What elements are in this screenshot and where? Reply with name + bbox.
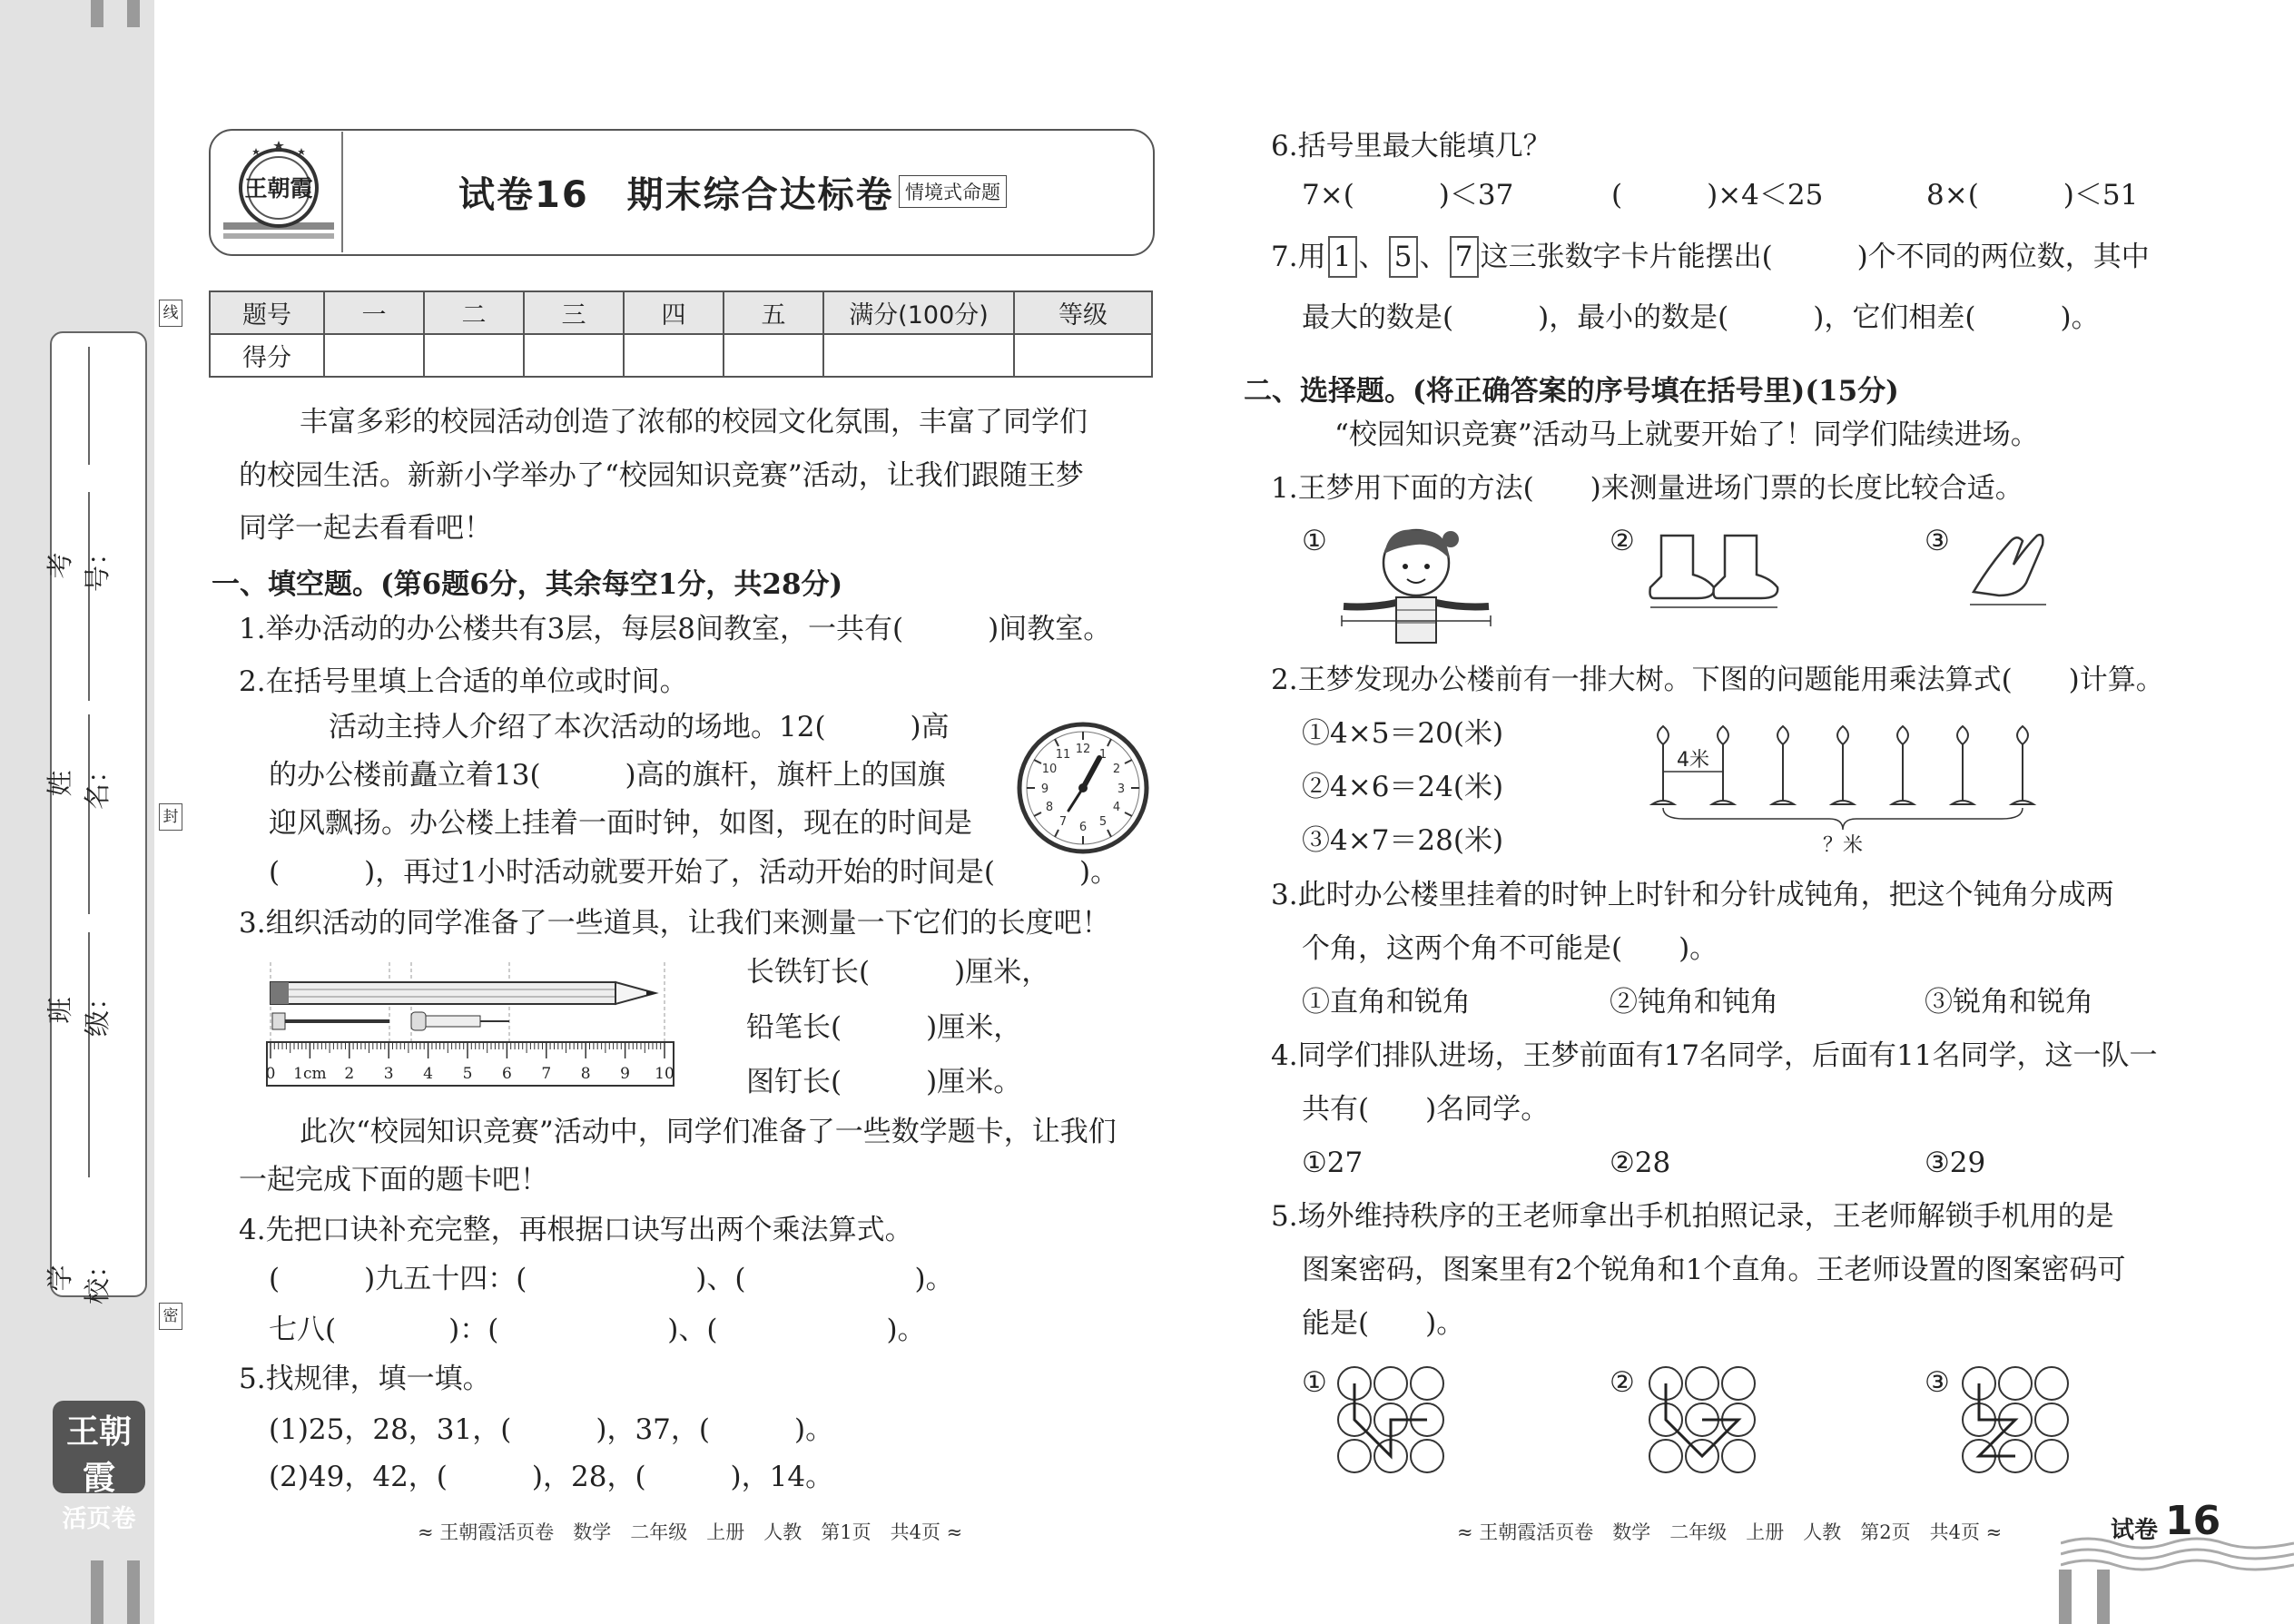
tree-icon [1952, 726, 1974, 804]
ruler-label: 0 [265, 1065, 276, 1083]
q5-line2: 图案密码，图案里有2个锐角和1个直角。王老师设置的图案密码可 [1302, 1254, 2126, 1286]
strip-bar [127, 1560, 140, 1624]
tree-icon [1892, 726, 1914, 804]
q2-line: 的办公楼前矗立着13( )高的旗杆，旗杆上的国旗 [269, 759, 946, 792]
svg-text:9: 9 [1040, 782, 1049, 796]
tree-icon [1652, 726, 1674, 804]
q6-item: ( )×4＜25 [1611, 179, 1824, 212]
q4-line: ( )九五十四：( )、( )。 [269, 1263, 954, 1295]
pencil-icon [271, 982, 657, 1004]
header-divider [341, 132, 343, 252]
ruler-label: 3 [383, 1065, 394, 1083]
right-bar [2097, 1570, 2110, 1624]
score-header-cell: 等级 [1014, 291, 1152, 334]
tree-total-label: ？米 [1822, 834, 1864, 857]
tree-icon [1772, 726, 1794, 804]
score-header-cell: 满分(100分) [823, 291, 1014, 334]
section1-title: 一、填空题。(第6题6分，其余每空1分，共28分) [212, 568, 843, 601]
q2-line: ( )，再过1小时活动就要开始了，活动开始的时间是( )。 [269, 856, 1119, 889]
pattern-lock-option-2 [1648, 1365, 1757, 1474]
intro-line: 丰富多彩的校园活动创造了浓郁的校园文化氛围，丰富了同学们 [300, 406, 1088, 438]
q2-option: ②4×6＝24(米) [1302, 771, 1504, 803]
score-header-cell: 五 [724, 291, 823, 334]
svg-text:8: 8 [1045, 801, 1054, 814]
q4-option: ③29 [1925, 1147, 1986, 1179]
strip-bar [91, 0, 103, 27]
ruler-pencil-figure [265, 962, 678, 1089]
svg-text:7: 7 [1058, 815, 1068, 829]
transition-line: 此次“校园知识竞赛”活动中，同学们准备了一些数学题卡，让我们 [300, 1116, 1117, 1148]
q6-item: 7×( )＜37 [1302, 179, 1514, 212]
pushpin-icon [411, 1012, 509, 1030]
ruler-label: 5 [462, 1065, 473, 1083]
score-header-cell: 题号 [210, 291, 324, 334]
right-bar [2059, 1570, 2072, 1624]
paper-number-label: 试卷 [2111, 1517, 2159, 1544]
ruler-label: 9 [620, 1065, 631, 1083]
score-cell[interactable] [524, 334, 624, 377]
question-1: 1.举办活动的办公楼共有3层，每层8间教室，一共有( )间教室。 [239, 613, 1112, 645]
q2-option: ③4×7＝28(米) [1302, 824, 1504, 857]
q3-line2: 个角，这两个角不可能是( )。 [1302, 932, 1718, 965]
q5-line: (1)25，28，31，( )，37，( )。 [269, 1413, 834, 1446]
strip-bar [127, 0, 140, 27]
q3-option: ③锐角和锐角 [1925, 986, 2093, 1019]
question-6: 6.括号里最大能填几？ [1271, 130, 1551, 162]
q5-option: ③ [1925, 1366, 1950, 1399]
svg-text:5: 5 [1098, 815, 1108, 829]
svg-text:1: 1 [1098, 748, 1108, 762]
number-card: 1 [1328, 236, 1357, 278]
ruler-label: 8 [580, 1065, 591, 1083]
choice-question-2: 2.王梦发现办公楼前有一排大树。下图的问题能用乘法算式( )计算。 [1271, 664, 2164, 696]
section2-title: 二、选择题。(将正确答案的序号填在括号里)(15分) [1244, 375, 1899, 408]
ruler-label: 4 [423, 1065, 434, 1083]
ruler-label: 7 [541, 1065, 552, 1083]
brand-line1: 王朝霞 [65, 1413, 132, 1497]
ruler-label: 10 [655, 1065, 674, 1083]
strip-bar [91, 1560, 103, 1624]
q3-answer: 长铁钉长( )厘米， [746, 956, 1050, 989]
q4-option: ②28 [1610, 1147, 1671, 1179]
ruler-icon [266, 1042, 674, 1086]
brand-line2: 活页卷 [62, 1505, 136, 1533]
number-card: 7 [1450, 236, 1479, 278]
transition-line: 一起完成下面的题卡吧！ [239, 1164, 548, 1196]
footer-right: ≈ 王朝霞活页卷 数学 二年级 上册 人教 第2页 共4页 ≈ [1457, 1521, 2003, 1543]
school-label: 学校： [44, 1252, 113, 1305]
name-label: 姓名： [44, 757, 113, 811]
ruler-label: 1cm [293, 1065, 327, 1083]
section2-intro: “校园知识竞赛”活动马上就要开始了！同学们陆续进场。 [1334, 418, 2039, 451]
q7-suffix: 这三张数字卡片能摆出( )个不同的两位数，其中 [1480, 241, 2150, 273]
q4-option: ①27 [1302, 1147, 1364, 1179]
q4-line2: 共有( )名同学。 [1302, 1093, 1550, 1126]
brand-logo [53, 1401, 145, 1533]
svg-text:2: 2 [1112, 763, 1121, 776]
score-row [210, 334, 1152, 377]
q5-option: ② [1610, 1366, 1635, 1399]
score-cell[interactable] [424, 334, 524, 377]
q6-item: 8×( )＜51 [1926, 179, 2139, 212]
q2-line: 活动主持人介绍了本次活动的场地。12( )高 [329, 711, 950, 743]
student-info-box [44, 331, 147, 1305]
q3-option: ①直角和锐角 [1302, 986, 1471, 1019]
q3-answer: 铅笔长( )厘米， [746, 1011, 1022, 1044]
svg-text:12: 12 [1075, 743, 1091, 756]
svg-text:10: 10 [1041, 763, 1058, 776]
score-header-cell: 一 [324, 291, 424, 334]
cut-mark-line: 线 [159, 300, 182, 327]
cut-mark-secret: 密 [159, 1303, 182, 1330]
svg-text:3: 3 [1117, 782, 1126, 796]
q2-option: ①4×5＝20(米) [1302, 717, 1504, 750]
publisher-logo-icon [220, 132, 338, 248]
score-header-cell: 二 [424, 291, 524, 334]
nail-icon [272, 1013, 389, 1029]
tree-icon [2012, 726, 2033, 804]
score-header-cell: 四 [624, 291, 724, 334]
intro-line: 的校园生活。新新小学举办了“校园知识竞赛”活动，让我们跟随王梦 [239, 459, 1084, 492]
paper-number: 16 [2165, 1498, 2221, 1544]
clock-icon [1015, 720, 1151, 856]
q1-option: ② [1610, 525, 1635, 557]
score-row-label: 得分 [210, 334, 324, 377]
svg-text:4: 4 [1112, 801, 1121, 814]
question-7: 7.用 1 、 5 、 7 这三张数字卡片能摆出( )个不同的两位数，其中 [1271, 231, 2150, 284]
school-field[interactable] [88, 932, 90, 1177]
cut-mark-seal: 封 [159, 803, 182, 831]
tree-gap-label: 4米 [1677, 749, 1709, 772]
logo-text: 王朝霞 [244, 175, 313, 202]
choice-question-4: 4.同学们排队进场，王梦前面有17名同学，后面有11名同学，这一队一 [1271, 1039, 2158, 1072]
score-cell[interactable] [624, 334, 724, 377]
question-4: 4.先把口诀补充完整，再根据口诀写出两个乘法算式。 [239, 1214, 913, 1246]
score-table [209, 290, 1153, 378]
exam-no-label: 考号： [44, 539, 113, 593]
score-header-row [210, 291, 1152, 334]
pattern-lock-option-3 [1961, 1365, 2070, 1474]
footer-left: ≈ 王朝霞活页卷 数学 二年级 上册 人教 第1页 共4页 ≈ [418, 1521, 963, 1543]
q1-option: ③ [1925, 525, 1950, 557]
number-card: 5 [1389, 236, 1418, 278]
score-cell[interactable] [1014, 334, 1152, 377]
exam-no-field[interactable] [88, 347, 90, 465]
q3-answer: 图钉长( )厘米。 [746, 1066, 1022, 1098]
tree-icon [1712, 726, 1734, 804]
q7-line2: 最大的数是( )，最小的数是( )，它们相差( )。 [1302, 301, 2100, 334]
svg-text:11: 11 [1055, 748, 1071, 762]
q7-prefix: 7.用 [1271, 241, 1326, 273]
question-5: 5.找规律，填一填。 [239, 1363, 491, 1395]
class-label: 班级： [44, 984, 113, 1038]
title-tag: 情境式命题 [899, 175, 1007, 208]
q5-line: (2)49，42，( )，28，( )，14。 [269, 1461, 834, 1493]
paper-title: 试卷16 期末综合达标卷 [458, 174, 894, 216]
choice-question-5: 5.场外维持秩序的王老师拿出手机拍照记录，王老师解锁手机用的是 [1271, 1200, 2114, 1233]
q4-line: 七八( )：( )、( )。 [269, 1314, 926, 1346]
girl-arms-spread-icon [1334, 527, 1498, 649]
feet-steps-icon [1643, 531, 1788, 613]
ruler-label: 6 [501, 1065, 512, 1083]
q1-option: ① [1302, 525, 1327, 557]
score-cell[interactable] [324, 334, 424, 377]
hand-span-icon [1963, 528, 2053, 610]
pattern-lock-option-1 [1336, 1365, 1445, 1474]
question-2: 2.在括号里填上合适的单位或时间。 [239, 665, 688, 698]
choice-question-3: 3.此时办公楼里挂着的时钟上时针和分针成钝角，把这个钝角分成两 [1271, 879, 2114, 911]
question-3: 3.组织活动的同学准备了一些道具，让我们来测量一下它们的长度吧！ [239, 907, 1110, 940]
ruler-label: 2 [344, 1065, 355, 1083]
intro-line: 同学一起去看看吧！ [239, 512, 492, 545]
score-cell[interactable] [724, 334, 823, 377]
choice-question-1: 1.王梦用下面的方法( )来测量进场门票的长度比较合适。 [1271, 472, 2023, 505]
score-cell[interactable] [823, 334, 1014, 377]
score-header-cell: 三 [524, 291, 624, 334]
tree-icon [1832, 726, 1854, 804]
q2-line: 迎风飘扬。办公楼上挂着一面时钟，如图，现在的时间是 [269, 807, 972, 840]
q5-option: ① [1302, 1366, 1327, 1399]
q3-option: ②钝角和钝角 [1610, 986, 1778, 1019]
svg-text:6: 6 [1078, 821, 1088, 834]
q5-line3: 能是( )。 [1302, 1307, 1465, 1340]
trees-row-figure [1648, 717, 2047, 862]
